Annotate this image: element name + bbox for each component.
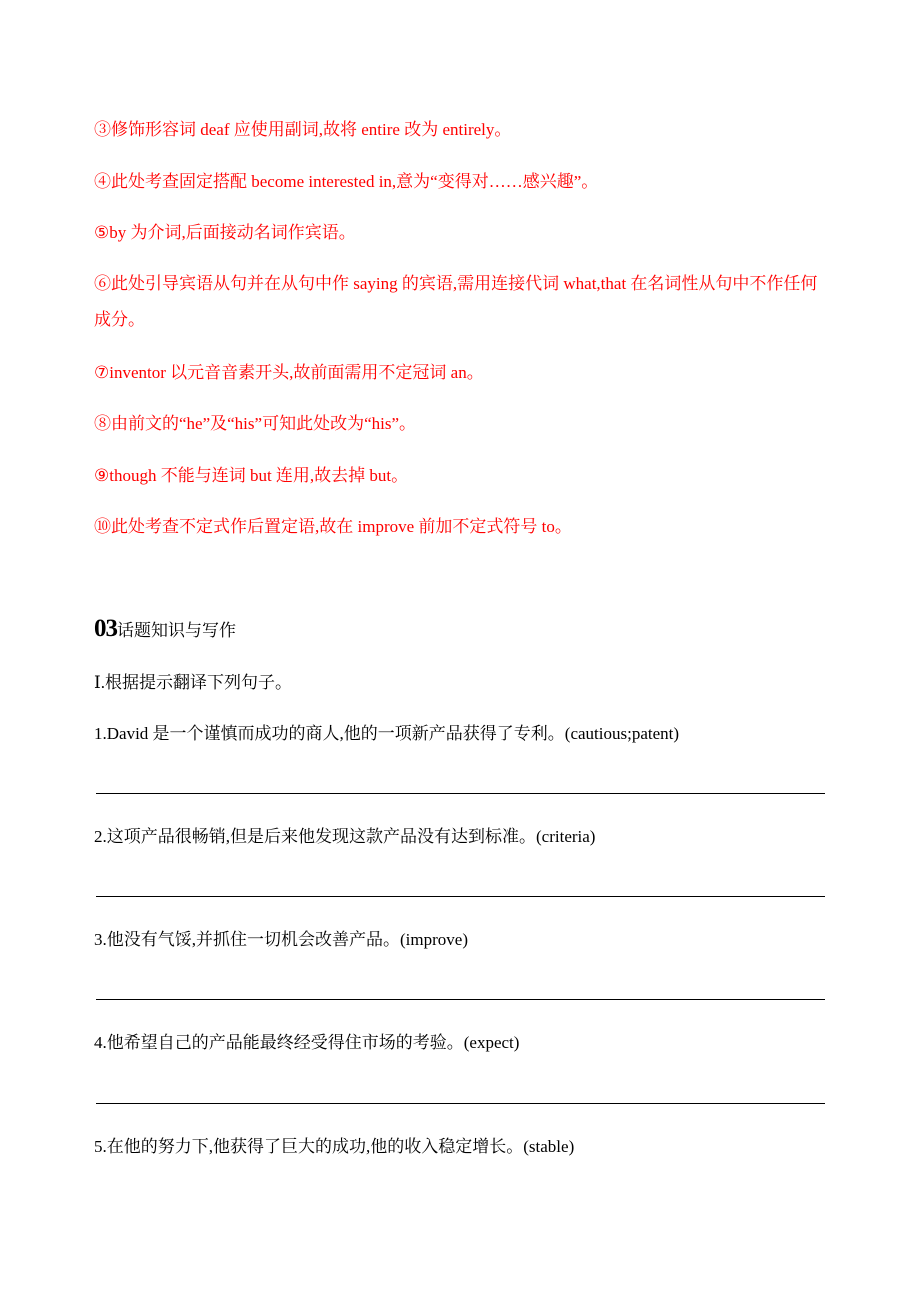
answer-note-5: ⑤by 为介词,后面接动名词作宾语。 — [94, 223, 356, 242]
answer-line-4[interactable] — [96, 1103, 825, 1104]
answer-note-4: ④此处考查固定搭配 become interested in,意为“变得对……感兴趣”。 — [94, 172, 599, 191]
question-4: 4.他希望自己的产品能最终经受得住市场的考验。(expect) — [94, 1033, 520, 1052]
answer-note-3: ③修饰形容词 deaf 应使用副词,故将 entire 改为 entirely。 — [94, 120, 512, 139]
answer-note-8: ⑧由前文的“he”及“his”可知此处改为“his”。 — [94, 414, 416, 433]
question-3: 3.他没有气馁,并抓住一切机会改善产品。(improve) — [94, 930, 468, 949]
question-2: 2.这项产品很畅销,但是后来他发现这款产品没有达到标准。(criteria) — [94, 827, 596, 846]
question-5: 5.在他的努力下,他获得了巨大的成功,他的收入稳定增长。(stable) — [94, 1137, 575, 1156]
answer-line-3[interactable] — [96, 999, 825, 1000]
answer-line-1[interactable] — [96, 793, 825, 794]
answer-note-10: ⑩此处考查不定式作后置定语,故在 improve 前加不定式符号 to。 — [94, 517, 572, 536]
section-title: 话题知识与写作 — [117, 621, 236, 640]
answer-note-9: ⑨though 不能与连词 but 连用,故去掉 but。 — [94, 466, 409, 485]
answer-note-6: ⑥此处引导宾语从句并在从句中作 saying 的宾语,需用连接代词 what,that 在名词性从句中不作任何成分。 — [94, 274, 818, 329]
part-title: Ⅰ.根据提示翻译下列句子。 — [94, 673, 292, 692]
question-1: 1.David 是一个谨慎而成功的商人,他的一项新产品获得了专利。(cautious;patent) — [94, 724, 680, 743]
answer-note-7: ⑦inventor 以元音音素开头,故前面需用不定冠词 an。 — [94, 363, 484, 382]
section-number: 03 — [94, 615, 117, 642]
section-heading — [94, 612, 236, 648]
answer-line-2[interactable] — [96, 896, 825, 897]
